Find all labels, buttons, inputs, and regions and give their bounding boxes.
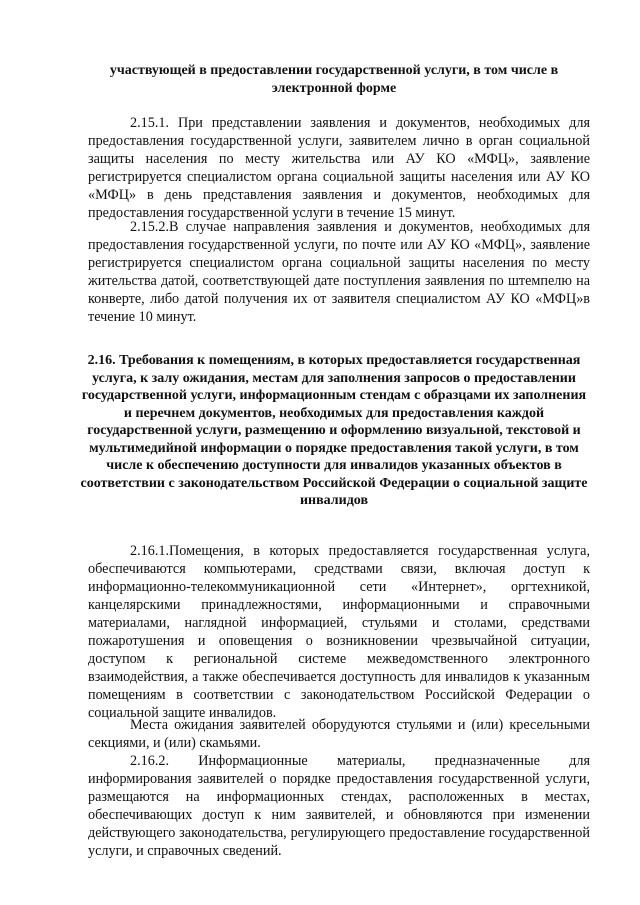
paragraph-2-15-2: 2.15.2.В случае направления заявления и документов, необходимых для предоставления государственной услуги, по почте или АУ КО «МФЦ», заявление регистрируется специалистом органа социальной защиты населения по месту жительства датой, соответствующей дате поступления заявления по штемпелю на конверте, либо датой получения их от заявителя специалистом АУ КО «МФЦ»в течение 10 минут. [88, 219, 590, 325]
paragraph-2-15-1: 2.15.1. При представлении заявления и документов, необходимых для предоставления государственной услуги, заявителем лично в орган социальной защиты населения по месту жительства или АУ КО «МФЦ», заявление регистрируется специалистом органа социальной защиты населения или АУ КО «МФЦ» в день представления заявления и документов, необходимых для предоставления государственной услуги в течение 15 минут. [88, 115, 590, 221]
section-heading-2-16: 2.16. Требования к помещениям, в которых предоставляется государственная услуга, к залу ожидания, местам для заполнения запросов о предоставлении государственной услуги, информационным стендам с образцами их заполнения и перечнем документов, необходимых для предоставления каждой государственной услуги, размещению и оформлению визуальной, текстовой и мультимедийной информации о порядке предоставления такой услуги, в том числе к обеспечению доступности для инвалидов указанных объектов в соответствии с законодательством Российской Федерации о социальной защите инвалидов [80, 353, 588, 508]
paragraph-waiting-places: Места ожидания заявителей оборудуются стульями и (или) кресельными секциями, и (или) скамьями. [88, 717, 590, 751]
section-heading-continuation: участвующей в предоставлении государственной услуги, в том числе в электронной форме [109, 63, 559, 96]
paragraph-2-16-2: 2.16.2. Информационные материалы, предназначенные для информирования заявителей о порядке предоставления государственной услуги, размещаются на информационных стендах, расположенных в местах, обеспечивающих доступ к ним заявителей, и обновляются при изменении действующего законодательства, регулирующего предоставление государственной услуги, и справочных сведений. [88, 753, 590, 859]
paragraph-2-16-1: 2.16.1.Помещения, в которых предоставляется государственная услуга, обеспечиваются компьютерами, средствами связи, включая доступ к информационно-телекоммуникационной сети «Интернет», оргтехникой, канцелярскими принадлежностями, информационными и справочными материалами, наглядной информацией, стульями и столами, средствами пожаротушения и оповещения о возникновении чрезвычайной ситуации, доступом к региональной системе межведомственного электронного взаимодействия, а также обеспечивается доступность для инвалидов к указанным помещениям в соответствии с законодательством Российской Федерации о социальной защите инвалидов. [88, 543, 590, 721]
